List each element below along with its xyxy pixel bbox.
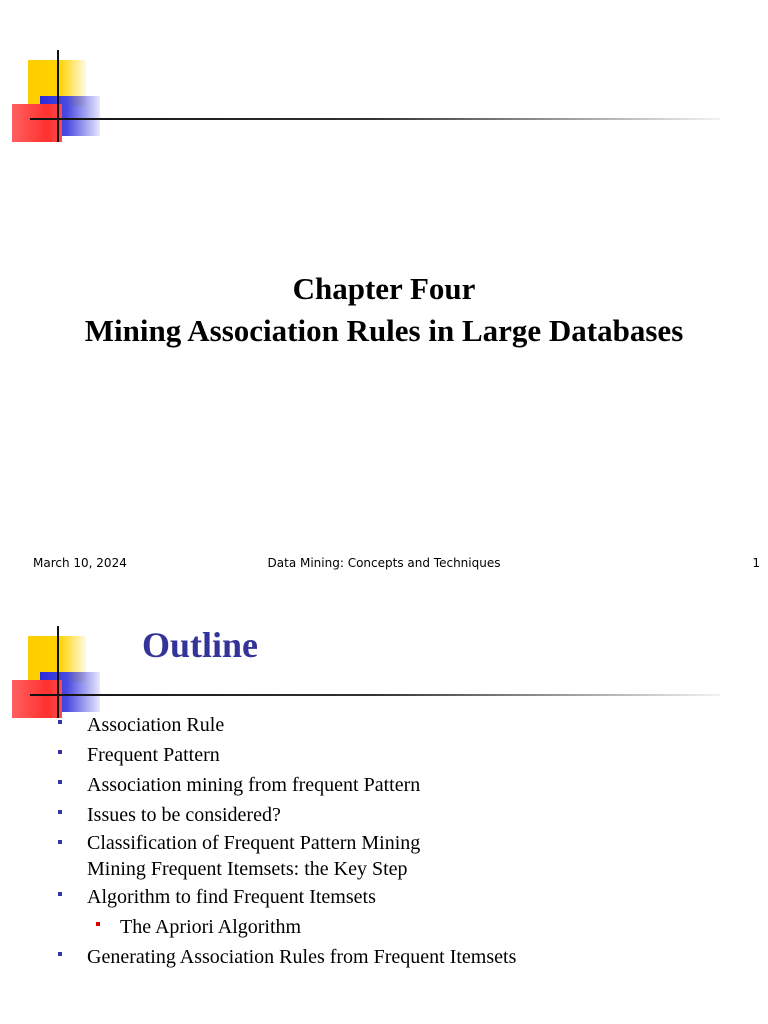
slide-2 xyxy=(0,580,768,1024)
bullet-icon xyxy=(58,840,62,844)
outline-title: Outline xyxy=(142,625,259,665)
list-item: Classification of Frequent Pattern Mining Mining Frequent Itemsets: the Key Step xyxy=(56,830,516,882)
list-item: Issues to be considered? xyxy=(56,800,516,830)
title-line-1: Chapter Four xyxy=(292,271,476,306)
slide-logo-decoration xyxy=(0,0,110,150)
header-divider xyxy=(30,118,720,120)
list-item: Generating Association Rules from Frequent Itemsets xyxy=(56,942,516,972)
bullet-icon xyxy=(58,720,62,724)
bullet-icon xyxy=(58,952,62,956)
bullet-icon xyxy=(58,810,62,814)
title-line-2: Mining Association Rules in Large Databases xyxy=(84,313,684,348)
slide-logo-decoration xyxy=(0,580,110,730)
bullet-icon xyxy=(58,750,62,754)
footer-page-number: 1 xyxy=(752,556,760,570)
list-item: Algorithm to find Frequent Itemsets xyxy=(56,882,516,912)
list-item: Association mining from frequent Pattern xyxy=(56,770,516,800)
list-item: Association Rule xyxy=(56,710,516,740)
sub-bullet-icon xyxy=(96,922,100,926)
footer-date: March 10, 2024 xyxy=(33,556,127,570)
list-item: The Apriori Algorithm xyxy=(56,912,516,942)
header-divider xyxy=(30,694,720,696)
list-item: Frequent Pattern xyxy=(56,740,516,770)
bullet-icon xyxy=(58,780,62,784)
slide-title xyxy=(0,268,768,352)
outline-list xyxy=(56,710,516,972)
bullet-icon xyxy=(58,892,62,896)
footer-title: Data Mining: Concepts and Techniques xyxy=(267,556,501,570)
